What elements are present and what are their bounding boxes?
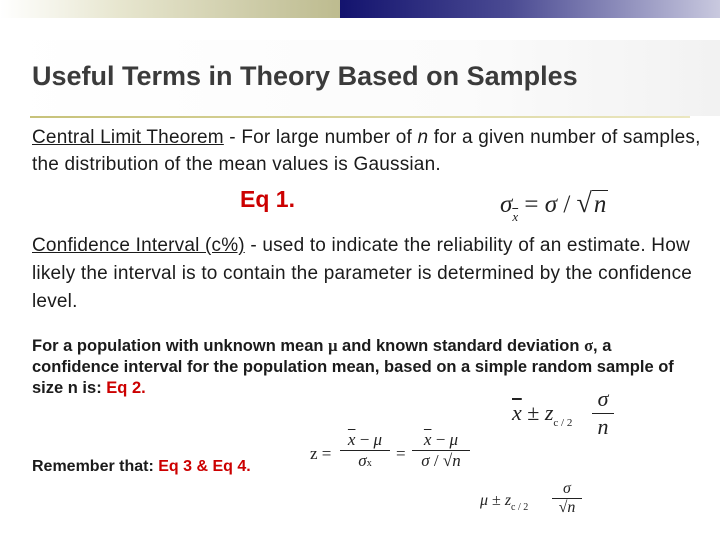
ci-sep: - [244, 235, 263, 256]
eq3-minus-2: − [435, 430, 446, 449]
eq1-label: Eq 1. [240, 186, 295, 212]
eq4-mu: μ [480, 492, 489, 509]
equation-2 [512, 386, 612, 444]
pop-a: For a population with unknown mean [32, 337, 329, 355]
eq3-xbar-2: $\overline{x}$ [423, 430, 432, 449]
eq3-minus: − [359, 430, 370, 449]
title-separator [30, 116, 690, 118]
eq3-n: n [452, 451, 461, 470]
eq1-equals: = [524, 191, 539, 218]
eq1-sub-x: x [512, 209, 519, 224]
eq1-slash: / [563, 191, 571, 218]
eq2-sub: c / 2 [553, 417, 573, 429]
remember-line [32, 456, 251, 477]
equation-1: $\sigma_{\overline{x}} = \sigma / √n$ [500, 188, 607, 224]
equation-4: $\mu \pm z_{c / 2}$ σ √n [480, 480, 590, 525]
eq3-z-lhs: z = [310, 444, 332, 463]
eq2-pm: ± [527, 400, 540, 425]
eq2-den-n: n [597, 414, 609, 439]
eq2-z: z [544, 400, 554, 425]
eq1-n: n [593, 191, 607, 218]
eq4-z: z [504, 492, 512, 509]
ci-desc: used to indicate the reliability of an estimate. How likely the interval is to contain the parameter is determined by the confidence level. [32, 235, 693, 312]
remember-text: Remember that: [32, 458, 159, 475]
pop-mu: μ [328, 336, 338, 355]
clt-term: Central Limit Theorem [32, 127, 224, 148]
eq34-label: Eq 3 & Eq 4. [158, 458, 251, 475]
eq3-xbar: $\overline{x}$ [347, 430, 356, 449]
clt-sep: - [223, 127, 242, 148]
top-accent-bar [0, 0, 720, 18]
eq1-sigma: σ [500, 191, 513, 218]
top-accent-left [0, 0, 340, 18]
eq4-sub: c / 2 [511, 502, 529, 513]
eq3-sub-x: x [366, 458, 372, 469]
eq3-mu-2: μ [449, 430, 459, 449]
ci-paragraph [32, 232, 702, 316]
eq2-xbar: $\overline{x}$ [512, 400, 522, 425]
slide-title: Useful Terms in Theory Based on Samples [32, 61, 578, 91]
pop-c: , a confidence interval for the population mean, based on a simple random sample of size n is: [32, 337, 674, 397]
pop-b: and known standard deviation [337, 337, 585, 355]
eq4-num-sigma: σ [563, 480, 571, 497]
clt-paragraph [32, 124, 702, 178]
eq3-sigma-2: σ [421, 451, 430, 470]
clt-desc-b: for a given number of samples, the distribution of the mean values is Gaussian. [32, 127, 701, 175]
equation-3: z = $\overline{x} - \mu$ σx = $\overline{x} - \mu$ σ / √n [310, 430, 460, 480]
eq3-equals: = [396, 444, 406, 463]
eq2-label: Eq 2. [106, 379, 146, 397]
clt-n: n [417, 127, 429, 148]
eq3-slash: / [433, 451, 439, 470]
eq3-mu: μ [373, 430, 383, 449]
top-accent-right [340, 0, 720, 18]
eq4-pm: ± [492, 492, 501, 509]
eq2-num-sigma: σ [597, 386, 609, 411]
eq1-sigma-2: σ [544, 191, 558, 218]
clt-desc-a: For large number of [241, 127, 418, 148]
pop-sigma: σ [584, 336, 594, 355]
eq3-sigma: σ [358, 451, 367, 470]
ci-term: Confidence Interval (c%) [32, 235, 245, 256]
eq4-den-n: n [567, 499, 576, 516]
